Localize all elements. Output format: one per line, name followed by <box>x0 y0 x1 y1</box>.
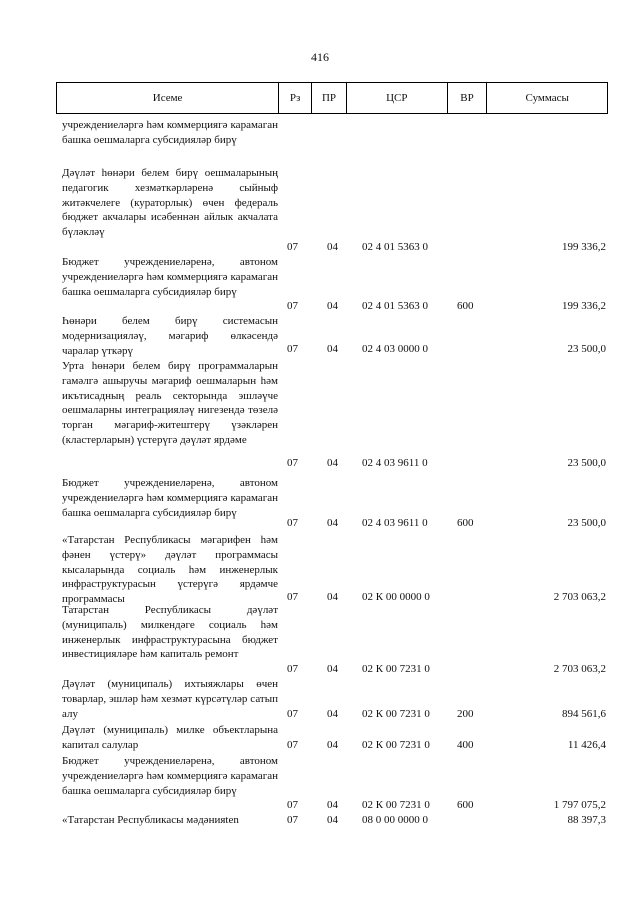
row-description: Бюджет учреждениеләренә, автоном учреждениеләргә һәм коммерциягә карамаган башка оешмаларга субсидияләр бирү <box>62 755 278 797</box>
table-row <box>62 118 606 166</box>
table-row <box>62 476 606 536</box>
row-sum: 1 797 075,2 <box>553 799 606 811</box>
row-vr: 600 <box>457 300 474 312</box>
row-sum: 23 500,0 <box>567 457 606 469</box>
row-pr: 04 <box>327 457 338 469</box>
row-description: Дәүләт һөнәри белем бирү оешмаларының педагогик хезмәткәрләренә сыйныф житәкчелеге (кураторлык) өчен федераль бюджет акчалары исәбеннән айлык акчалата бүләкләү <box>62 167 278 239</box>
row-sum: 23 500,0 <box>567 517 606 529</box>
table-row <box>62 314 606 360</box>
row-rz: 07 <box>287 739 298 751</box>
row-csr: 02 К 00 7231 0 <box>362 739 430 751</box>
row-description: Дәүләт (муниципаль) ихтыяжлары өчен товарлар, эшләр һәм хезмәт күрсәтүләр сатып алу <box>62 678 278 720</box>
row-csr: 02 К 00 7231 0 <box>362 663 430 675</box>
row-rz: 07 <box>287 457 298 469</box>
table-row <box>62 813 606 831</box>
row-csr: 08 0 00 0000 0 <box>362 814 428 826</box>
table-row <box>62 533 606 608</box>
row-csr: 02 4 03 0000 0 <box>362 343 428 355</box>
row-rz: 07 <box>287 591 298 603</box>
row-rz: 07 <box>287 663 298 675</box>
row-pr: 04 <box>327 739 338 751</box>
row-vr: 200 <box>457 708 474 720</box>
row-sum: 88 397,3 <box>567 814 606 826</box>
row-description: учреждениеләргә һәм коммерциягә карамаган башка оешмаларга субсидияләр бирү <box>62 119 278 146</box>
row-description: Дәүләт (муниципаль) милке объектларына капитал салулар <box>62 724 278 751</box>
row-description: Татарстан Республикасы дәүләт (муниципаль) милкендәге социаль һәм инженерлык инфраструктурасына бюджет инвестицияләре һәм капиталь ремонт <box>62 604 278 661</box>
table-row <box>62 677 606 723</box>
row-sum: 894 561,6 <box>562 708 606 720</box>
row-pr: 04 <box>327 814 338 826</box>
table-header <box>56 82 608 114</box>
row-description: Урта һөнәри белем бирү программаларын гамәлгә ашыручы мәгариф оешмаларын һәм икътисадның реаль секторында эшләүче оешмаларны интеграцияләү нигезендә төзелә торган мәгариф-житештерү үзәкләрен (кластерларын) үстерүгә дәүләт ярдәме <box>62 360 278 446</box>
page-number: 416 <box>311 50 329 64</box>
table-row <box>62 166 606 256</box>
header-csr: ЦСР <box>346 83 447 113</box>
table-row <box>62 603 606 678</box>
row-csr: 02 4 03 9611 0 <box>362 517 428 529</box>
row-csr: 02 К 00 7231 0 <box>362 799 430 811</box>
row-rz: 07 <box>287 517 298 529</box>
row-pr: 04 <box>327 241 338 253</box>
row-description: «Татарстан Республикасы мәгарифен һәм фәнен үстерү» дәүләт программасы кысаларында социаль һәм инженерлык инфраструктурасын үстерүгә ярдәмче программасы <box>62 534 278 606</box>
row-csr: 02 К 00 7231 0 <box>362 708 430 720</box>
row-rz: 07 <box>287 708 298 720</box>
row-sum: 199 336,2 <box>562 241 606 253</box>
row-pr: 04 <box>327 300 338 312</box>
row-pr: 04 <box>327 517 338 529</box>
header-vr: ВР <box>447 83 487 113</box>
row-vr: 400 <box>457 739 474 751</box>
header-rz: Рз <box>278 83 311 113</box>
table-row <box>62 359 606 477</box>
row-rz: 07 <box>287 300 298 312</box>
header-pr: ПР <box>311 83 346 113</box>
row-description: Бюджет учреждениеләренә, автоном учреждениеләргә һәм коммерциягә карамаган башка оешмаларга субсидияләр бирү <box>62 256 278 298</box>
row-pr: 04 <box>327 663 338 675</box>
table-row <box>62 255 606 315</box>
row-pr: 04 <box>327 708 338 720</box>
row-description: «Татарстан Республикасы мәдәнияten <box>62 814 239 826</box>
row-rz: 07 <box>287 814 298 826</box>
row-csr: 02 4 03 9611 0 <box>362 457 428 469</box>
row-vr: 600 <box>457 517 474 529</box>
row-sum: 2 703 063,2 <box>553 591 606 603</box>
row-pr: 04 <box>327 343 338 355</box>
table-row <box>62 723 606 755</box>
row-csr: 02 4 01 5363 0 <box>362 241 428 253</box>
row-csr: 02 4 01 5363 0 <box>362 300 428 312</box>
row-sum: 199 336,2 <box>562 300 606 312</box>
table-row <box>62 754 606 814</box>
row-pr: 04 <box>327 591 338 603</box>
row-description: Һөнәри белем бирү системасын модернизацияләү, мәгариф өлкәсендә чаралар үткәрү <box>62 315 278 357</box>
row-pr: 04 <box>327 799 338 811</box>
row-rz: 07 <box>287 799 298 811</box>
row-sum: 11 426,4 <box>567 739 606 751</box>
row-rz: 07 <box>287 343 298 355</box>
header-name: Исеме <box>152 92 183 104</box>
header-sum: Суммасы <box>486 83 607 113</box>
row-sum: 2 703 063,2 <box>553 663 606 675</box>
row-description: Бюджет учреждениеләренә, автоном учреждениеләргә һәм коммерциягә карамаган башка оешмаларга субсидияләр бирү <box>62 477 278 519</box>
row-csr: 02 К 00 0000 0 <box>362 591 430 603</box>
row-sum: 23 500,0 <box>567 343 606 355</box>
row-vr: 600 <box>457 799 474 811</box>
row-rz: 07 <box>287 241 298 253</box>
